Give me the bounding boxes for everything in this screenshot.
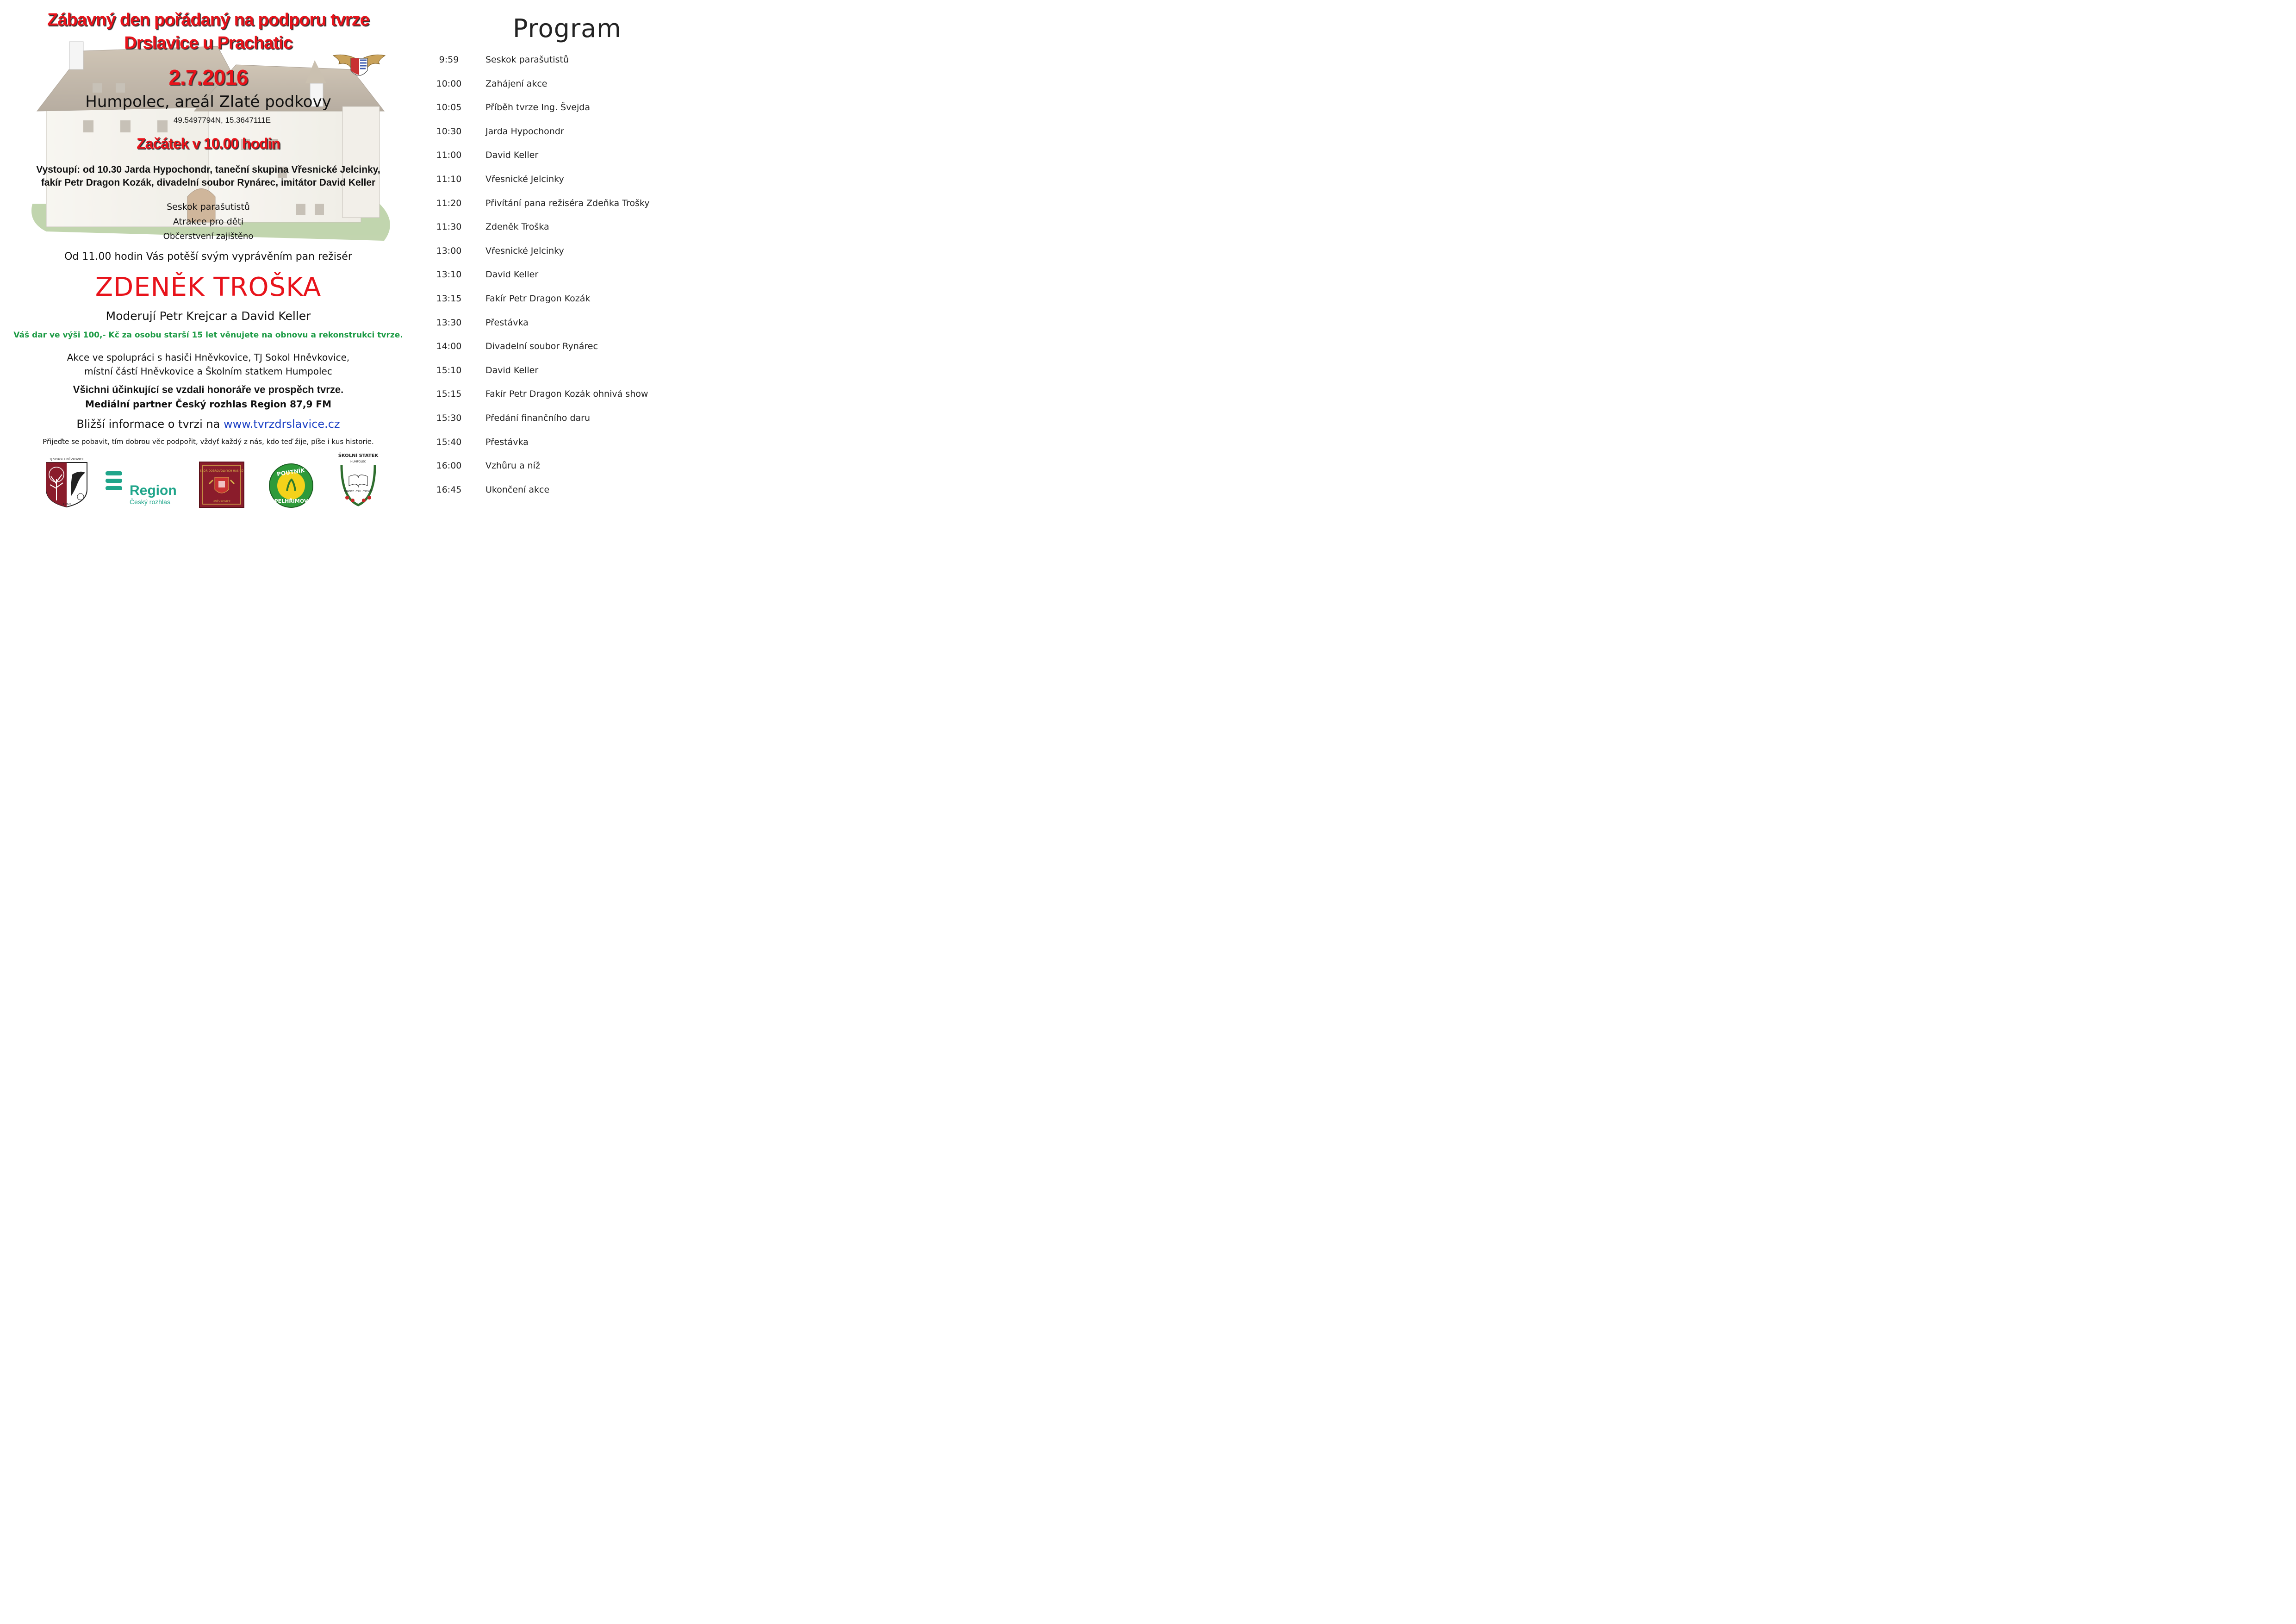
venue-coordinates: 49.5497794N, 15.3647111E	[173, 116, 271, 125]
schedule-activity: David Keller	[485, 150, 539, 161]
program-title: Program	[513, 14, 622, 43]
school-farm-logo	[337, 451, 380, 508]
media-partner: Mediální partner Český rozhlas Region 87,9 FM	[85, 399, 331, 410]
schedule-time: 14:00	[436, 341, 462, 352]
schedule-time: 10:05	[436, 102, 462, 113]
schedule-time: 13:10	[436, 269, 462, 280]
schedule-activity: Seskok parašutistů	[485, 55, 569, 65]
guest-name: ZDENĚK TROŠKA	[95, 272, 322, 302]
schedule-row	[417, 198, 703, 217]
schedule-activity: Jarda Hypochondr	[485, 126, 564, 137]
schedule-time: 11:30	[436, 222, 462, 232]
schedule-row	[417, 150, 703, 169]
schedule-row	[417, 365, 703, 384]
schedule-activity: Zdeněk Troška	[485, 222, 549, 232]
schedule-activity: Přivítání pana režiséra Zdeňka Trošky	[485, 198, 650, 208]
more-info-prefix: Bližší informace o tvrzi na	[76, 418, 220, 431]
moderators: Moderují Petr Krejcar a David Keller	[106, 309, 311, 323]
poutnik-logo	[268, 463, 314, 508]
schedule-time: 15:10	[436, 365, 462, 375]
schedule-activity: Fakír Petr Dragon Kozák	[485, 294, 591, 304]
tagline: Přijeďte se pobavit, tím dobrou věc podpořit, vždyť každý z nás, kdo teď žije, píše i kus historie.	[43, 437, 374, 446]
schedule-activity: Ukončení akce	[485, 484, 550, 495]
from-eleven-text: Od 11.00 hodin Vás potěší svým vyprávěním pan režisér	[64, 251, 352, 262]
schedule-row	[417, 437, 703, 456]
cooperation-line1: Akce ve spolupráci s hasiči Hněvkovice, TJ Sokol Hněvkovice,	[67, 352, 350, 363]
event-venue: Humpolec, areál Zlaté podkovy	[85, 93, 331, 111]
schedule-time: 10:00	[436, 78, 462, 89]
attraction-kids: Atrakce pro děti	[173, 217, 244, 227]
statek-sub: HUMPOLEC	[350, 460, 366, 463]
cooperation-line2: místní částí Hněvkovice a Školním statkem Humpolec	[84, 366, 332, 377]
schedule-activity: Vřesnické Jelcinky	[485, 245, 564, 256]
event-title-line1: Zábavný den pořádaný na podporu tvrze	[47, 10, 369, 30]
performers-line1: Vystoupí: od 10.30 Jarda Hypochondr, taneční skupina Vřesnické Jelcinky,	[36, 164, 380, 175]
schedule-row	[417, 413, 703, 431]
schedule-row	[417, 222, 703, 240]
event-date: 2.7.2016	[168, 65, 248, 89]
event-title-line2: Drslavice u Prachatic	[124, 33, 292, 53]
poutnik-top: POUTNÍK	[276, 467, 305, 478]
schedule-time: 11:00	[436, 150, 462, 161]
fee-waiver: Všichni účinkující se vzdali honoráře ve prospěch tvrze.	[73, 384, 344, 395]
schedule-time: 13:15	[436, 294, 462, 304]
schedule-row	[417, 461, 703, 479]
firefighters-place: HNĚVKOVICE	[212, 500, 231, 503]
start-time: Začátek v 10.00 hodin	[137, 135, 280, 152]
schedule-row	[417, 174, 703, 193]
schedule-row	[417, 341, 703, 360]
schedule-time: 10:30	[436, 126, 462, 137]
schedule-activity: Fakír Petr Dragon Kozák ohnivá show	[485, 389, 648, 400]
schedule-time: 16:45	[436, 484, 462, 495]
poutnik-bottom: PELHŘIMOV	[274, 498, 308, 504]
sokol-logo	[44, 456, 89, 508]
schedule-row	[417, 294, 703, 312]
schedule-activity: Zahájení akce	[485, 78, 548, 89]
schedule-time: 15:40	[436, 437, 462, 447]
donation-note: Váš dar ve výši 100,- Kč za osobu starší 15 let věnujete na obnovu a rekonstrukci tvrze.	[13, 331, 403, 340]
schedule-time: 15:15	[436, 389, 462, 400]
schedule-activity: Vzhůru a níž	[485, 461, 540, 471]
schedule-activity: David Keller	[485, 269, 539, 280]
schedule-row	[417, 55, 703, 73]
schedule-row	[417, 485, 703, 503]
region-sub: Český rozhlas	[130, 498, 170, 506]
schedule-activity: Vřesnické Jelcinky	[485, 174, 564, 184]
schedule-time: 13:30	[436, 317, 462, 328]
schedule-row	[417, 246, 703, 264]
statek-motto: TRADICE · TRH · TRENDY	[344, 490, 373, 493]
region-name: Region	[130, 483, 177, 498]
firefighters-logo	[199, 462, 244, 508]
schedule-activity: David Keller	[485, 365, 539, 375]
schedule-time: 15:30	[436, 413, 462, 423]
schedule-activity: Přestávka	[485, 437, 529, 447]
schedule-row	[417, 269, 703, 288]
schedule-time: 11:20	[436, 198, 462, 208]
attraction-parachute: Seskok parašutistů	[167, 202, 250, 212]
firefighters-text: SBOR DOBROVOLNÝCH HASIČŮ	[199, 469, 244, 473]
schedule-row	[417, 102, 703, 121]
sokol-top-text: TJ SOKOL HNĚVKOVICE	[49, 457, 84, 461]
schedule-activity: Předání finančního daru	[485, 413, 590, 423]
schedule-activity: Přestávka	[485, 317, 529, 328]
sokol-year: 1969	[62, 502, 71, 506]
website-link[interactable]: www.tvrzdrslavice.cz	[223, 418, 340, 431]
more-info	[0, 418, 417, 431]
schedule-row	[417, 79, 703, 97]
schedule-time: 9:59	[439, 55, 459, 65]
schedule-activity: Divadelní soubor Rynárec	[485, 341, 598, 352]
schedule-row	[417, 389, 703, 407]
poster-left-column	[0, 0, 417, 509]
region-radio-logo	[105, 469, 183, 506]
attraction-refreshments: Občerstvení zajištěno	[163, 231, 254, 241]
performers-line2: fakír Petr Dragon Kozák, divadelní soubor Rynárec, imitátor David Keller	[41, 177, 376, 188]
schedule-time: 11:10	[436, 174, 462, 184]
schedule-row	[417, 126, 703, 145]
schedule-row	[417, 318, 703, 336]
statek-top: ŠKOLNÍ STATEK	[338, 453, 379, 458]
schedule-activity: Příběh tvrze Ing. Švejda	[485, 102, 591, 113]
schedule-time: 16:00	[436, 461, 462, 471]
schedule-time: 13:00	[436, 245, 462, 256]
